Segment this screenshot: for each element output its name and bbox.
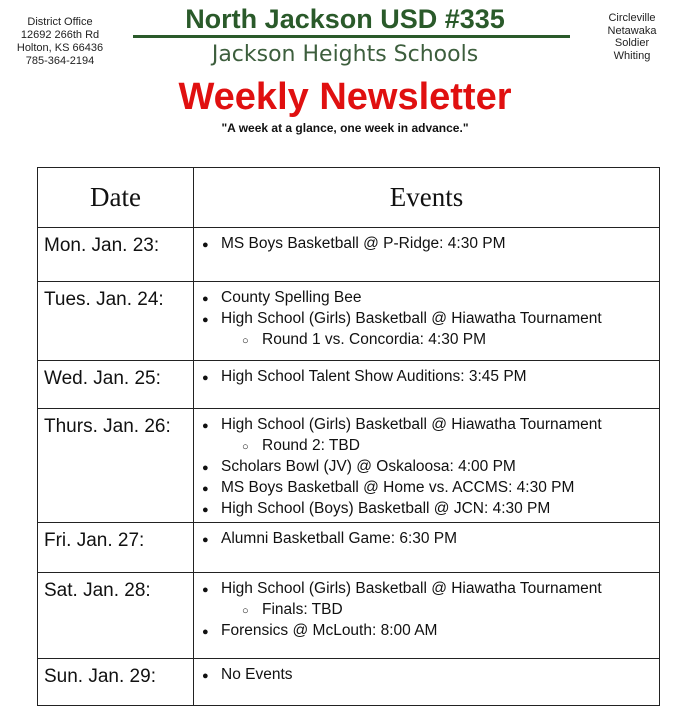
district-office-line: District Office — [27, 16, 93, 28]
event-text: MS Boys Basketball @ P-Ridge: 4:30 PM — [221, 235, 506, 252]
event-text: High School (Girls) Basketball @ Hiawatha Tournament — [221, 310, 602, 327]
table-row — [38, 282, 660, 361]
town-name: Whiting — [613, 49, 651, 62]
event-item — [202, 288, 659, 309]
bullet-icon: ● — [202, 420, 209, 432]
event-item — [202, 499, 659, 520]
event-subitem-text: Finals: TBD — [262, 601, 343, 618]
events-table — [37, 167, 660, 706]
event-text: No Events — [221, 666, 293, 683]
bullet-icon: ● — [202, 504, 209, 516]
district-title: North Jackson USD #335 — [185, 4, 505, 34]
table-row — [38, 523, 660, 573]
event-subitem-text: Round 2: TBD — [262, 437, 360, 454]
event-text: Forensics @ McLouth: 8:00 AM — [221, 622, 438, 639]
table-row — [38, 228, 660, 282]
town-name: Soldier — [614, 37, 650, 49]
row-date: Mon. Jan. 23: — [38, 228, 194, 282]
row-events — [194, 409, 660, 523]
event-text: High School (Girls) Basketball @ Hiawatha Tournament — [221, 580, 602, 597]
event-item — [202, 415, 659, 436]
circle-bullet-icon: ○ — [242, 441, 249, 453]
row-date: Tues. Jan. 24: — [38, 282, 194, 361]
event-item — [202, 478, 659, 499]
event-text: Alumni Basketball Game: 6:30 PM — [221, 530, 458, 547]
circle-bullet-icon: ○ — [242, 335, 249, 347]
bullet-icon: ● — [202, 584, 209, 596]
event-item — [202, 529, 659, 550]
row-date: Wed. Jan. 25: — [38, 361, 194, 409]
bullet-icon: ● — [202, 314, 209, 326]
table-row — [38, 409, 660, 523]
row-events — [194, 523, 660, 573]
event-item — [202, 234, 659, 255]
event-text: County Spelling Bee — [221, 289, 362, 306]
bullet-icon: ● — [202, 670, 209, 682]
event-subitem-text: Round 1 vs. Concordia: 4:30 PM — [262, 331, 487, 348]
row-events — [194, 282, 660, 361]
towns-list — [592, 12, 672, 62]
district-office-line: Holton, KS 66436 — [16, 42, 104, 54]
event-subitem — [202, 330, 659, 351]
row-events — [194, 361, 660, 409]
row-date: Fri. Jan. 27: — [38, 523, 194, 573]
row-date: Sun. Jan. 29: — [38, 659, 194, 706]
event-text: High School (Girls) Basketball @ Hiawatha Tournament — [221, 416, 602, 433]
table-row — [38, 659, 660, 706]
district-office-line: 785-364-2194 — [25, 55, 95, 67]
event-text: Scholars Bowl (JV) @ Oskaloosa: 4:00 PM — [221, 458, 516, 475]
event-item — [202, 621, 659, 642]
row-events — [194, 573, 660, 659]
date-column-header: Date — [38, 168, 194, 228]
header-rule — [133, 35, 570, 38]
row-date: Thurs. Jan. 26: — [38, 409, 194, 523]
bullet-icon: ● — [202, 462, 209, 474]
bullet-icon: ● — [202, 626, 209, 638]
district-office-line: 12692 266th Rd — [20, 29, 100, 41]
event-subitem — [202, 600, 659, 621]
table-row — [38, 361, 660, 409]
newsletter-title: Weekly Newsletter — [178, 76, 512, 118]
bullet-icon: ● — [202, 372, 209, 384]
circle-bullet-icon: ○ — [242, 605, 249, 617]
row-date: Sat. Jan. 28: — [38, 573, 194, 659]
town-name: Netawaka — [607, 24, 657, 37]
event-text: MS Boys Basketball @ Home vs. ACCMS: 4:30 PM — [221, 479, 575, 496]
bullet-icon: ● — [202, 483, 209, 495]
event-item — [202, 367, 659, 388]
table-row — [38, 573, 660, 659]
tagline: "A week at a glance, one week in advance." — [221, 121, 469, 135]
bullet-icon: ● — [202, 534, 209, 546]
event-item — [202, 457, 659, 478]
events-column-header: Events — [194, 168, 660, 228]
town-name: Circleville — [608, 12, 656, 24]
bullet-icon: ● — [202, 239, 209, 251]
event-subitem — [202, 436, 659, 457]
schools-title: Jackson Heights Schools — [211, 42, 479, 67]
row-events — [194, 228, 660, 282]
district-office-info — [12, 16, 108, 68]
event-text: High School Talent Show Auditions: 3:45 PM — [221, 368, 527, 385]
bullet-icon: ● — [202, 293, 209, 305]
event-item — [202, 665, 659, 686]
event-item — [202, 309, 659, 330]
row-events — [194, 659, 660, 706]
event-item — [202, 579, 659, 600]
event-text: High School (Boys) Basketball @ JCN: 4:30 PM — [221, 500, 551, 517]
